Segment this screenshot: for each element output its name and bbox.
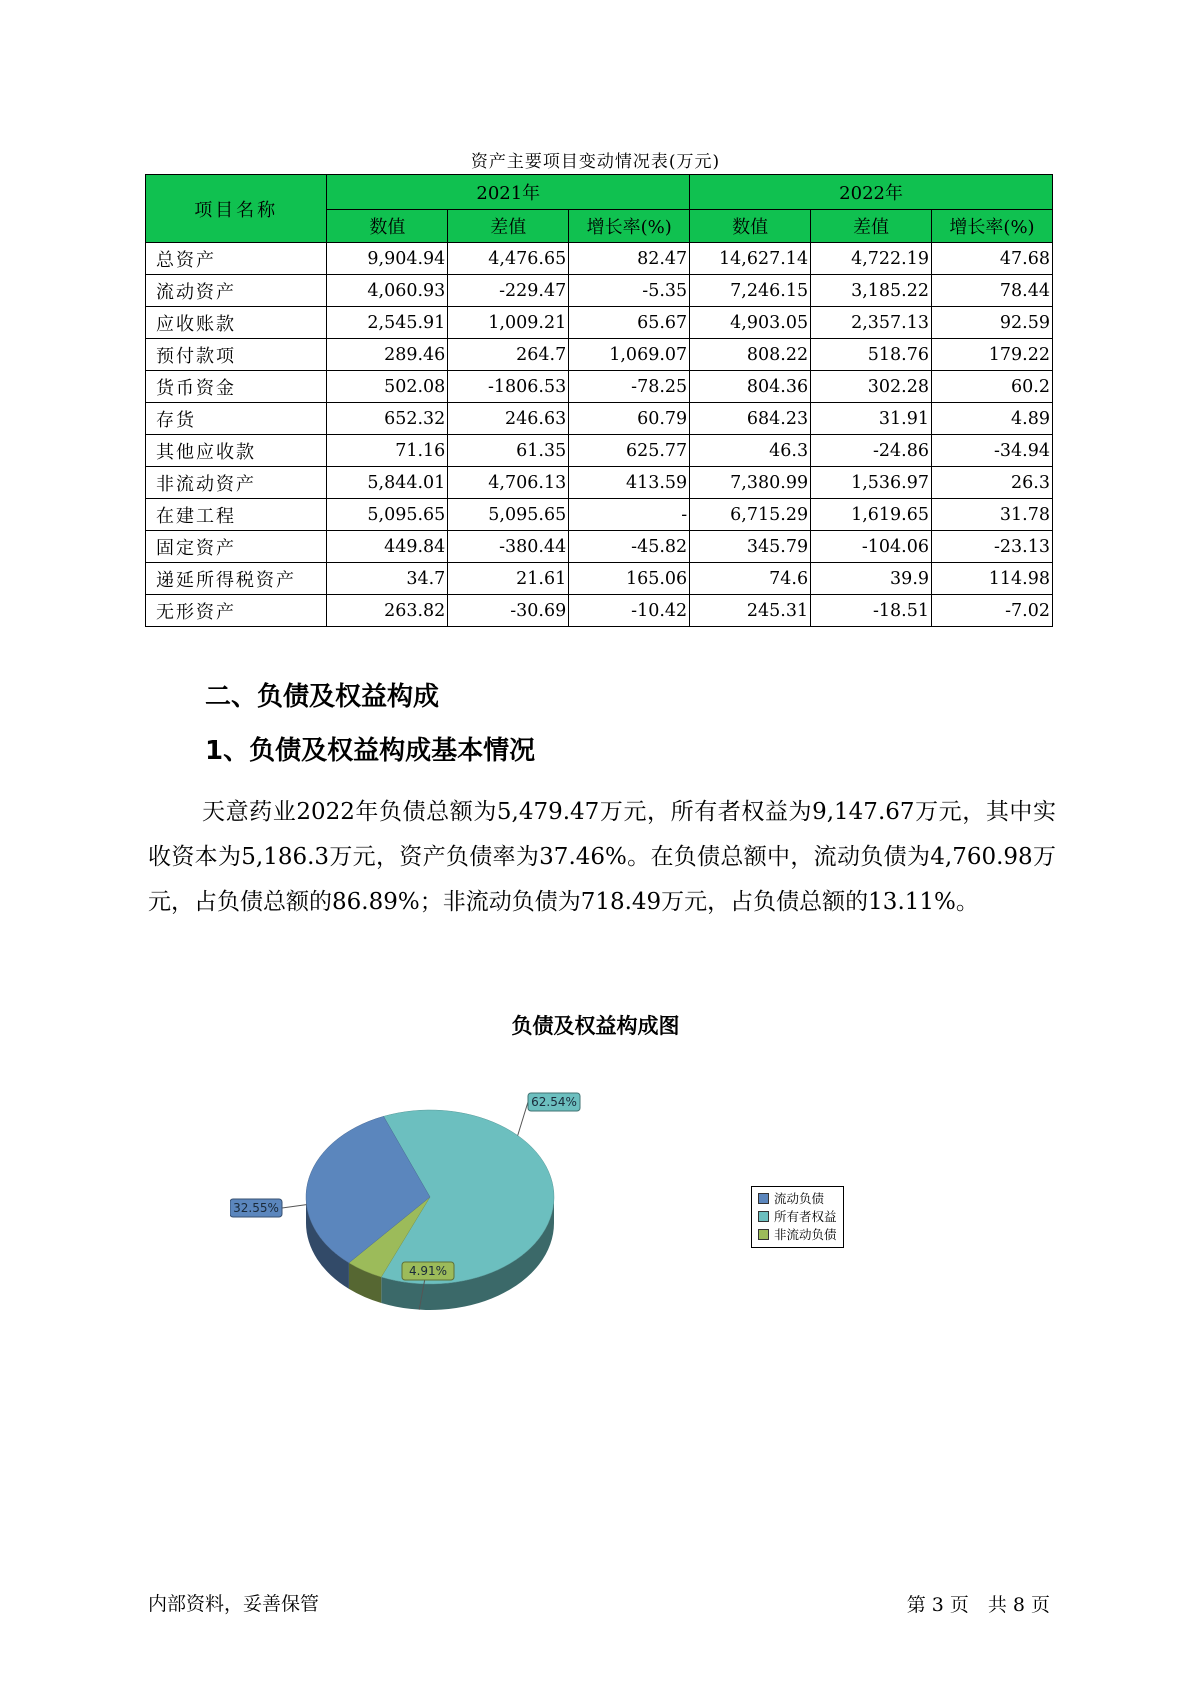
cell-v2022: 6,715.29 <box>690 499 811 531</box>
asset-change-table <box>145 174 1053 627</box>
cell-v2022: 345.79 <box>690 531 811 563</box>
chart-legend <box>751 1186 844 1248</box>
cell-v2021: 5,095.65 <box>327 499 448 531</box>
row-label: 总资产 <box>146 243 327 275</box>
header-growth: 增长率(%) <box>569 210 690 243</box>
cell-d2022: 4,722.19 <box>811 243 932 275</box>
cell-g2021: -10.42 <box>569 595 690 627</box>
header-year-2021: 2021年 <box>327 175 690 210</box>
table-row <box>146 243 1053 275</box>
legend-entry <box>758 1190 837 1208</box>
cell-v2021: 289.46 <box>327 339 448 371</box>
cell-v2022: 46.3 <box>690 435 811 467</box>
row-label: 存货 <box>146 403 327 435</box>
cell-d2021: -1806.53 <box>448 371 569 403</box>
cell-d2021: -229.47 <box>448 275 569 307</box>
cell-v2021: 652.32 <box>327 403 448 435</box>
table-row <box>146 595 1053 627</box>
body-paragraph: 天意药业2022年负债总额为5,479.47万元，所有者权益为9,147.67万元，其中实收资本为5,186.3万元，资产负债率为37.46%。在负债总额中，流动负债为4,760.98万元，占负债总额的86.89%；非流动负债为718.49万元，占负债总额的13.11%。 <box>148 799 1056 915</box>
row-label: 无形资产 <box>146 595 327 627</box>
table-row <box>146 435 1053 467</box>
legend-swatch <box>758 1229 769 1240</box>
pie-data-label-1: 62.54% <box>531 1095 577 1109</box>
cell-d2022: -104.06 <box>811 531 932 563</box>
legend-swatch <box>758 1211 769 1222</box>
row-label: 其他应收款 <box>146 435 327 467</box>
cell-d2021: 61.35 <box>448 435 569 467</box>
cell-v2021: 5,844.01 <box>327 467 448 499</box>
cell-g2022: 60.2 <box>932 371 1053 403</box>
cell-g2021: 1,069.07 <box>569 339 690 371</box>
header-diff: 差值 <box>448 210 569 243</box>
row-label: 货币资金 <box>146 371 327 403</box>
cell-g2022: -23.13 <box>932 531 1053 563</box>
cell-g2021: -5.35 <box>569 275 690 307</box>
cell-v2022: 4,903.05 <box>690 307 811 339</box>
table-row <box>146 467 1053 499</box>
cell-v2021: 2,545.91 <box>327 307 448 339</box>
pie-label-leader-1 <box>518 1102 528 1135</box>
cell-d2022: 39.9 <box>811 563 932 595</box>
cell-v2022: 808.22 <box>690 339 811 371</box>
pie-label-leader-0 <box>282 1205 306 1208</box>
legend-label: 所有者权益 <box>774 1209 837 1224</box>
cell-v2021: 71.16 <box>327 435 448 467</box>
chart-title: 负债及权益构成图 <box>511 1014 680 1038</box>
table-row <box>146 371 1053 403</box>
cell-d2021: 1,009.21 <box>448 307 569 339</box>
cell-g2022: 26.3 <box>932 467 1053 499</box>
cell-d2021: -380.44 <box>448 531 569 563</box>
cell-d2022: -24.86 <box>811 435 932 467</box>
page-number: 第 3 页 共 8 页 <box>906 1594 1050 1616</box>
cell-g2022: 47.68 <box>932 243 1053 275</box>
cell-v2022: 684.23 <box>690 403 811 435</box>
cell-g2021: 165.06 <box>569 563 690 595</box>
row-label: 递延所得税资产 <box>146 563 327 595</box>
legend-entry <box>758 1208 837 1226</box>
header-item-name: 项目名称 <box>146 175 327 243</box>
row-label: 应收账款 <box>146 307 327 339</box>
table-row <box>146 275 1053 307</box>
pie-chart <box>230 1085 750 1345</box>
header-diff: 差值 <box>811 210 932 243</box>
header-value: 数值 <box>327 210 448 243</box>
table-row <box>146 563 1053 595</box>
cell-v2021: 263.82 <box>327 595 448 627</box>
table-row <box>146 307 1053 339</box>
cell-g2022: 31.78 <box>932 499 1053 531</box>
row-label: 在建工程 <box>146 499 327 531</box>
cell-d2022: -18.51 <box>811 595 932 627</box>
cell-d2021: 4,706.13 <box>448 467 569 499</box>
row-label: 非流动资产 <box>146 467 327 499</box>
cell-v2021: 9,904.94 <box>327 243 448 275</box>
section-heading: 二、负债及权益构成 <box>205 682 440 712</box>
cell-d2021: 5,095.65 <box>448 499 569 531</box>
cell-d2021: 21.61 <box>448 563 569 595</box>
header-value: 数值 <box>690 210 811 243</box>
table-row <box>146 339 1053 371</box>
cell-g2021: 413.59 <box>569 467 690 499</box>
cell-v2021: 34.7 <box>327 563 448 595</box>
cell-g2022: 179.22 <box>932 339 1053 371</box>
legend-entry <box>758 1226 837 1244</box>
table-row <box>146 531 1053 563</box>
cell-v2022: 7,246.15 <box>690 275 811 307</box>
legend-swatch <box>758 1193 769 1204</box>
row-label: 固定资产 <box>146 531 327 563</box>
cell-g2022: 4.89 <box>932 403 1053 435</box>
cell-g2021: 65.67 <box>569 307 690 339</box>
row-label: 流动资产 <box>146 275 327 307</box>
header-year-2022: 2022年 <box>690 175 1053 210</box>
legend-label: 流动负债 <box>774 1191 825 1206</box>
cell-g2021: 625.77 <box>569 435 690 467</box>
cell-g2021: - <box>569 499 690 531</box>
cell-g2021: 60.79 <box>569 403 690 435</box>
cell-g2022: -34.94 <box>932 435 1053 467</box>
cell-d2022: 31.91 <box>811 403 932 435</box>
cell-d2021: 246.63 <box>448 403 569 435</box>
cell-v2021: 4,060.93 <box>327 275 448 307</box>
footer-note: 内部资料，妥善保管 <box>148 1593 320 1615</box>
cell-d2022: 1,536.97 <box>811 467 932 499</box>
cell-g2022: -7.02 <box>932 595 1053 627</box>
cell-d2022: 302.28 <box>811 371 932 403</box>
cell-d2021: -30.69 <box>448 595 569 627</box>
pie-data-label-2: 4.91% <box>408 1264 448 1278</box>
cell-d2021: 4,476.65 <box>448 243 569 275</box>
cell-v2022: 74.6 <box>690 563 811 595</box>
cell-g2021: -78.25 <box>569 371 690 403</box>
cell-g2021: -45.82 <box>569 531 690 563</box>
table-caption: 资产主要项目变动情况表(万元) <box>470 152 721 172</box>
cell-v2022: 7,380.99 <box>690 467 811 499</box>
cell-d2022: 3,185.22 <box>811 275 932 307</box>
cell-d2022: 2,357.13 <box>811 307 932 339</box>
header-growth: 增长率(%) <box>932 210 1053 243</box>
table-row <box>146 403 1053 435</box>
cell-v2021: 449.84 <box>327 531 448 563</box>
cell-v2021: 502.08 <box>327 371 448 403</box>
cell-v2022: 245.31 <box>690 595 811 627</box>
cell-g2021: 82.47 <box>569 243 690 275</box>
cell-g2022: 114.98 <box>932 563 1053 595</box>
cell-v2022: 804.36 <box>690 371 811 403</box>
cell-d2021: 264.7 <box>448 339 569 371</box>
cell-g2022: 92.59 <box>932 307 1053 339</box>
cell-v2022: 14,627.14 <box>690 243 811 275</box>
row-label: 预付款项 <box>146 339 327 371</box>
table-row <box>146 499 1053 531</box>
pie-data-label-0: 32.55% <box>233 1201 279 1215</box>
cell-d2022: 1,619.65 <box>811 499 932 531</box>
legend-label: 非流动负债 <box>774 1227 837 1242</box>
subsection-heading: 1、负债及权益构成基本情况 <box>205 736 536 766</box>
cell-g2022: 78.44 <box>932 275 1053 307</box>
cell-d2022: 518.76 <box>811 339 932 371</box>
